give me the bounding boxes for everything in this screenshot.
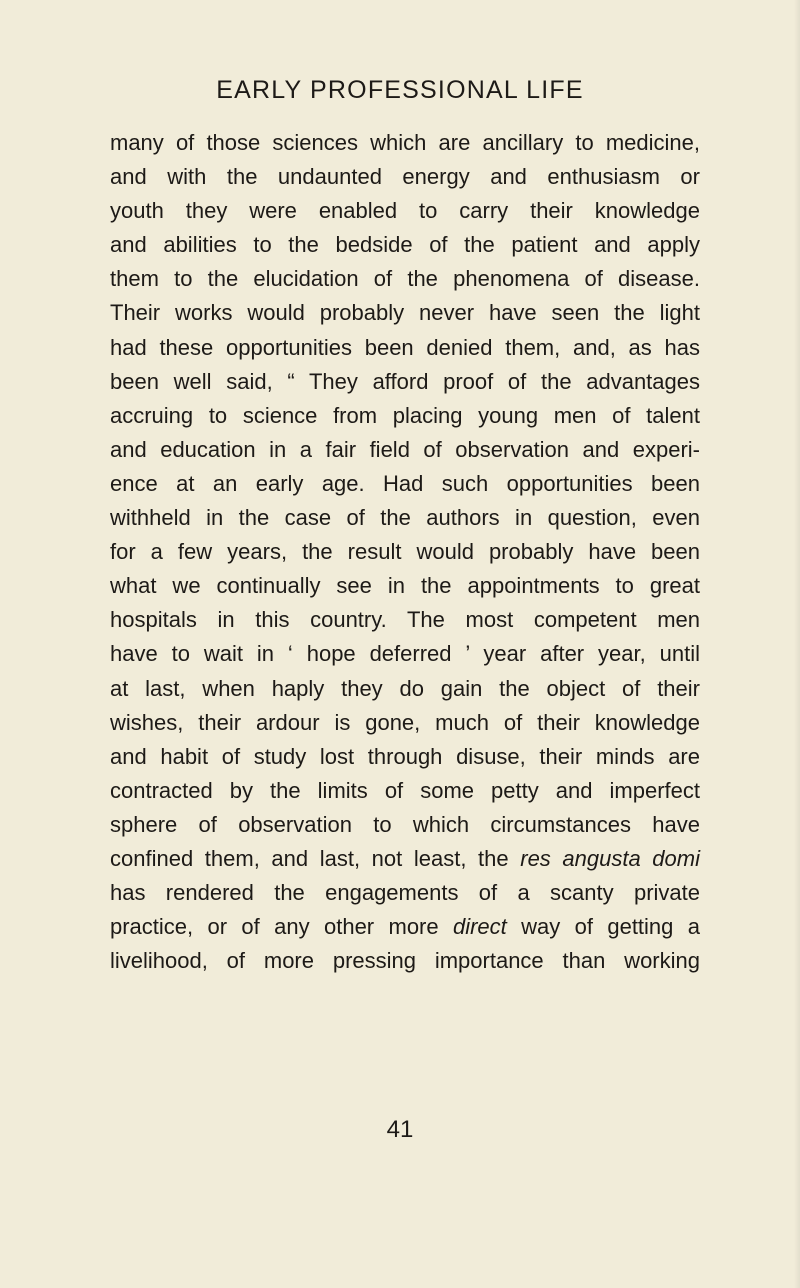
text-line [110, 535, 700, 569]
italic-text: direct [452, 914, 507, 940]
text-run: and habit of study lost through disuse, their minds are [110, 743, 700, 769]
text-line [110, 160, 700, 194]
text-run: and abilities to the bedside of the patient and apply [110, 232, 700, 258]
text-run: livelihood, of more pressing importance than working [110, 948, 700, 974]
text-line [110, 672, 700, 706]
text-line [110, 467, 700, 501]
text-run: hospitals in this country. The most competent men [110, 607, 700, 633]
text-run: Their works would probably never have seen the light [110, 300, 700, 326]
text-run: for a few years, the result would probably have been [110, 539, 700, 565]
text-run: and education in a fair field of observation and experi- [110, 436, 700, 462]
text-line [110, 262, 700, 296]
text-line [110, 433, 700, 467]
text-run: accruing to science from placing young men of talent [110, 402, 700, 428]
text-run: what we continually see in the appointments to great [110, 573, 700, 599]
italic-text: res angusta domi [520, 845, 700, 871]
text-line [110, 603, 700, 637]
text-run: been well said, “ They afford proof of the advantages [110, 368, 700, 394]
text-run: practice, or of any other more [110, 914, 453, 940]
text-line [110, 842, 700, 876]
text-line [110, 331, 700, 365]
text-run: confined them, and last, not least, the [110, 845, 521, 871]
text-line [110, 774, 700, 808]
text-line [110, 569, 700, 603]
text-run: withheld in the case of the authors in question, even [110, 505, 700, 531]
page-edge-shadow [794, 0, 800, 1288]
text-run: sphere of observation to which circumstances have [110, 811, 700, 837]
body-text [110, 126, 700, 978]
text-run: have to wait in ‘ hope deferred ’ year after year, until [110, 641, 700, 667]
text-line [110, 637, 700, 671]
page-number: 41 [386, 1116, 414, 1143]
text-run: them to the elucidation of the phenomena of disease. [110, 266, 700, 292]
text-line [110, 740, 700, 774]
running-head: EARLY PROFESSIONAL LIFE [216, 76, 584, 104]
text-run: has rendered the engagements of a scanty private [110, 880, 700, 906]
text-run: contracted by the limits of some petty and imperfect [110, 777, 700, 803]
text-run: ence at an early age. Had such opportunities been [110, 470, 700, 496]
text-line [110, 808, 700, 842]
text-run: and with the undaunted energy and enthusiasm or [110, 164, 700, 190]
text-line [110, 706, 700, 740]
text-line [110, 944, 700, 978]
text-run: at last, when haply they do gain the object of their [110, 675, 700, 701]
text-line [110, 126, 700, 160]
text-line [110, 194, 700, 228]
text-run: many of those sciences which are ancillary to medicine, [110, 130, 700, 155]
text-line [110, 876, 700, 910]
text-line [110, 365, 700, 399]
text-run: youth they were enabled to carry their knowledge [110, 198, 700, 224]
text-run: wishes, their ardour is gone, much of their knowledge [110, 709, 700, 735]
text-line [110, 228, 700, 262]
text-line [110, 399, 700, 433]
text-line [110, 296, 700, 330]
text-line [110, 501, 700, 535]
text-line [110, 910, 700, 944]
text-run: had these opportunities been denied them, and, as has [110, 334, 700, 360]
text-run: way of getting a [506, 914, 700, 940]
